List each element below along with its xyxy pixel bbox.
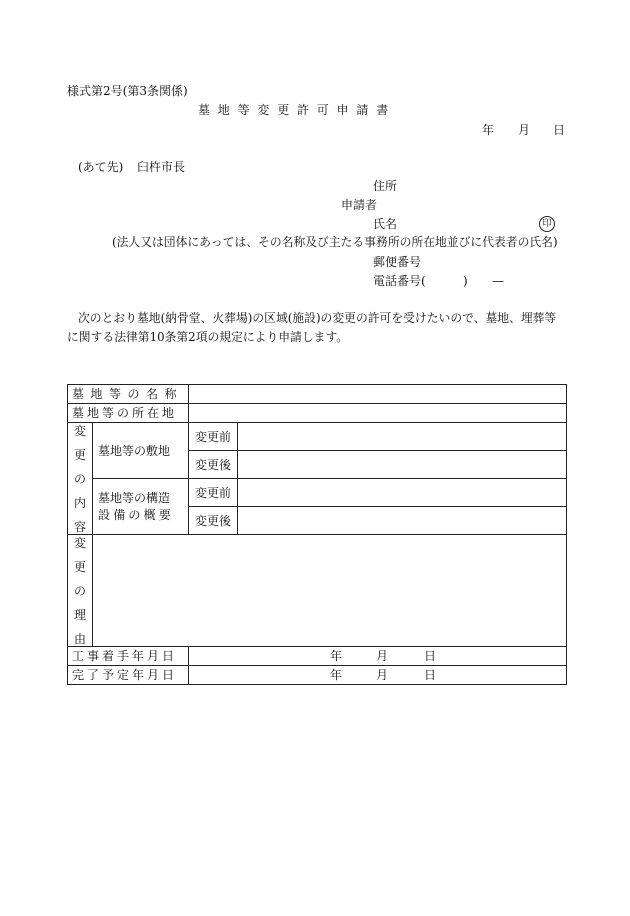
- table-row: [68, 385, 567, 404]
- end-month: 月: [376, 668, 389, 682]
- vertical-char: の: [73, 583, 86, 598]
- form-id: 様式第2号(第3条関係): [67, 84, 188, 98]
- address-label: 住所: [373, 179, 398, 193]
- site-label: 墓地等の敷地: [93, 423, 189, 479]
- structure-after-field[interactable]: [238, 507, 567, 535]
- vertical-char: 更: [73, 447, 86, 462]
- completion-date-field[interactable]: [189, 666, 567, 685]
- body-line-2: に関する法律第10条第2項の規定により申請します。: [67, 330, 349, 344]
- table-row: [68, 423, 567, 451]
- site-after-label: 変更後: [189, 451, 238, 479]
- name-label: 氏名: [373, 217, 398, 231]
- application-table: [67, 384, 567, 685]
- addressee-name: 臼杵市長: [137, 160, 186, 174]
- table-row: [68, 535, 567, 647]
- change-reason-label: [68, 535, 93, 647]
- facility-location-label: 墓地等の所在地: [68, 404, 189, 423]
- start-year: 年: [330, 649, 343, 663]
- facility-location-field[interactable]: [189, 404, 567, 423]
- completion-date-label: 完了予定年月日: [68, 666, 189, 685]
- table-row: [68, 647, 567, 666]
- change-reason-field[interactable]: [93, 535, 567, 647]
- structure-label-line-1: 墓地等の構造: [98, 491, 171, 506]
- date-day: 日: [553, 123, 566, 137]
- date-month: 月: [518, 123, 531, 137]
- change-content-label: [68, 423, 93, 535]
- site-before-field[interactable]: [238, 423, 567, 451]
- phone-label: 電話番号(: [373, 274, 426, 288]
- facility-name-field[interactable]: [189, 385, 567, 404]
- phone-dash: —: [492, 274, 504, 288]
- vertical-char: 更: [73, 559, 86, 574]
- applicant-label: 申請者: [341, 198, 378, 212]
- end-year: 年: [330, 668, 343, 682]
- structure-label: [93, 479, 189, 535]
- structure-label-line-2: 設備の概要: [98, 507, 175, 522]
- structure-before-label: 変更前: [189, 479, 238, 507]
- addressee-prefix: (あて先): [78, 160, 124, 174]
- structure-before-field[interactable]: [238, 479, 567, 507]
- construction-start-label: 工事着手年月日: [68, 647, 189, 666]
- structure-after-label: 変更後: [189, 507, 238, 535]
- seal-mark: 印: [539, 216, 555, 232]
- end-day: 日: [424, 668, 437, 682]
- vertical-char: 由: [73, 631, 86, 646]
- vertical-char: 内: [73, 495, 86, 510]
- vertical-char: 変: [73, 535, 86, 550]
- date-year: 年: [482, 123, 495, 137]
- start-day: 日: [424, 649, 437, 663]
- document-title: 墓地等変更許可申請書: [198, 103, 397, 117]
- vertical-char: の: [73, 471, 86, 486]
- construction-start-field[interactable]: [189, 647, 567, 666]
- body-line-1: 次のとおり墓地(納骨堂、火葬場)の区域(施設)の変更の許可を受けたいので、墓地、埋葬等: [78, 311, 557, 325]
- facility-name-label: 墓地等の名称: [68, 385, 189, 404]
- vertical-char: 変: [73, 423, 86, 438]
- table-row: [68, 404, 567, 423]
- corporation-note: (法人又は団体にあっては、その名称及び主たる事務所の所在地並びに代表者の氏名): [112, 235, 558, 249]
- table-row: [68, 666, 567, 685]
- vertical-char: 理: [73, 607, 86, 622]
- phone-paren-close: ): [463, 274, 468, 288]
- site-before-label: 変更前: [189, 423, 238, 451]
- start-month: 月: [376, 649, 389, 663]
- site-after-field[interactable]: [238, 451, 567, 479]
- vertical-char: 容: [73, 519, 86, 534]
- postal-label: 郵便番号: [373, 255, 422, 269]
- table-row: [68, 479, 567, 507]
